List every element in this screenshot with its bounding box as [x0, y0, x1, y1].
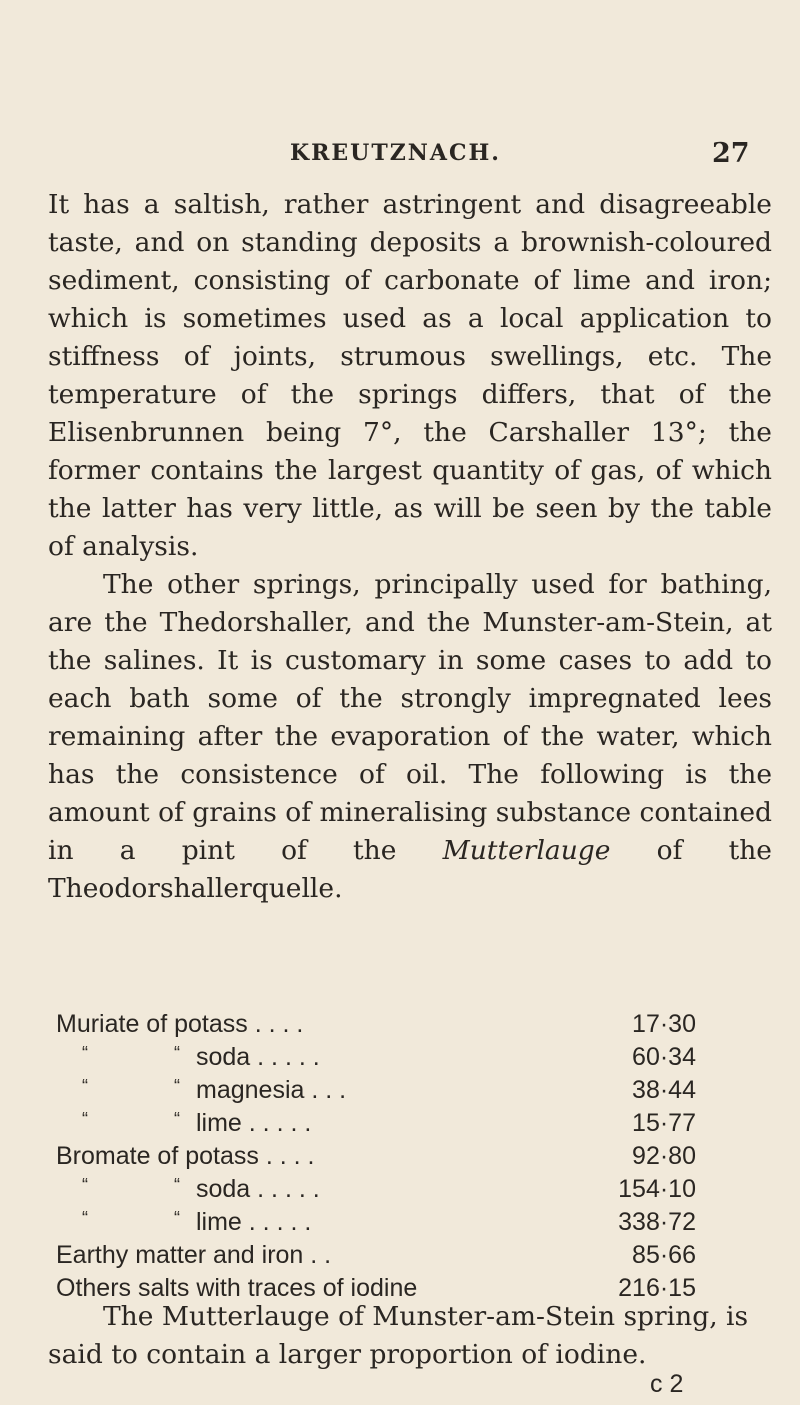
- ditto-mark: “: [174, 1208, 180, 1228]
- table-row-label: soda . . . . .: [196, 1043, 320, 1071]
- table-row: [56, 1076, 696, 1109]
- paragraph-2-text-a: The other springs, principally used for bathing, are the Thedorshaller, and the Munster-am-Stein, at the salines. It is customary in some cases to add to each bath some of the strongly impregnated lees remaining after the evaporation of the water, which has the consistence of oil. The following is the amount of grains of mineralising substance contained in a pint of the: [48, 569, 772, 866]
- ditto-mark: “: [82, 1208, 88, 1228]
- paragraph-2-italic: Mutterlauge: [442, 835, 611, 866]
- ditto-mark: “: [174, 1109, 180, 1129]
- table-row: [56, 1043, 696, 1076]
- table-row-label: Muriate of potass . . . .: [56, 1010, 304, 1038]
- table-row: [56, 1010, 696, 1043]
- running-title: KREUTZNACH.: [290, 140, 501, 166]
- table-row-label: Others salts with traces of iodine: [56, 1274, 418, 1302]
- ditto-mark: “: [174, 1076, 180, 1096]
- ditto-mark: “: [174, 1043, 180, 1063]
- table-row: [56, 1208, 696, 1241]
- paragraph-1: It has a saltish, rather astringent and disagreeable taste, and on standing deposits a brownish-coloured sediment, consisting of carbonate of lime and iron; which is sometimes used as a local application to stiffness of joints, strumous swellings, etc. The temperature of the springs differs, that of the Elisenbrunnen being 7°, the Carshaller 13°; the former contains the largest quantity of gas, of which the latter has very little, as will be seen by the table of analysis.: [48, 189, 772, 562]
- table-row-value: 60·34: [632, 1043, 696, 1071]
- page-header: [0, 140, 800, 180]
- table-row-label: lime . . . . .: [196, 1109, 312, 1137]
- table-row: [56, 1175, 696, 1208]
- table-row-value: 154·10: [618, 1175, 696, 1203]
- table-row-value: 15·77: [632, 1109, 696, 1137]
- table-row-value: 38·44: [632, 1076, 696, 1104]
- table-row: [56, 1109, 696, 1142]
- ditto-mark: “: [82, 1043, 88, 1063]
- ditto-mark: “: [82, 1076, 88, 1096]
- table-row-value: 216·15: [618, 1274, 696, 1302]
- table-row-label: Bromate of potass . . . .: [56, 1142, 315, 1170]
- ditto-mark: “: [82, 1109, 88, 1129]
- table-row-label: magnesia . . .: [196, 1076, 347, 1104]
- ditto-mark: “: [82, 1175, 88, 1195]
- signature-mark: c 2: [650, 1370, 684, 1398]
- page-number: 27: [712, 138, 750, 169]
- paragraph-2-text-b: of the Theodorshallerquelle.: [48, 835, 772, 904]
- table-row-value: 92·80: [632, 1142, 696, 1170]
- table-row-value: 338·72: [618, 1208, 696, 1236]
- ditto-mark: “: [174, 1175, 180, 1195]
- analysis-table: [56, 1010, 696, 1307]
- table-row-value: 17·30: [632, 1010, 696, 1038]
- paragraph-2: [48, 566, 772, 908]
- closing-text: [48, 1298, 772, 1374]
- table-row-label: lime . . . . .: [196, 1208, 312, 1236]
- table-row: [56, 1142, 696, 1175]
- table-row-label: soda . . . . .: [196, 1175, 320, 1203]
- table-row: [56, 1241, 696, 1274]
- table-row-label: Earthy matter and iron . .: [56, 1241, 332, 1269]
- table-row-value: 85·66: [632, 1241, 696, 1269]
- body-text: [48, 186, 772, 908]
- closing-paragraph: The Mutterlauge of Munster-am-Stein spring, is said to contain a larger proportion of iodine.: [48, 1301, 749, 1370]
